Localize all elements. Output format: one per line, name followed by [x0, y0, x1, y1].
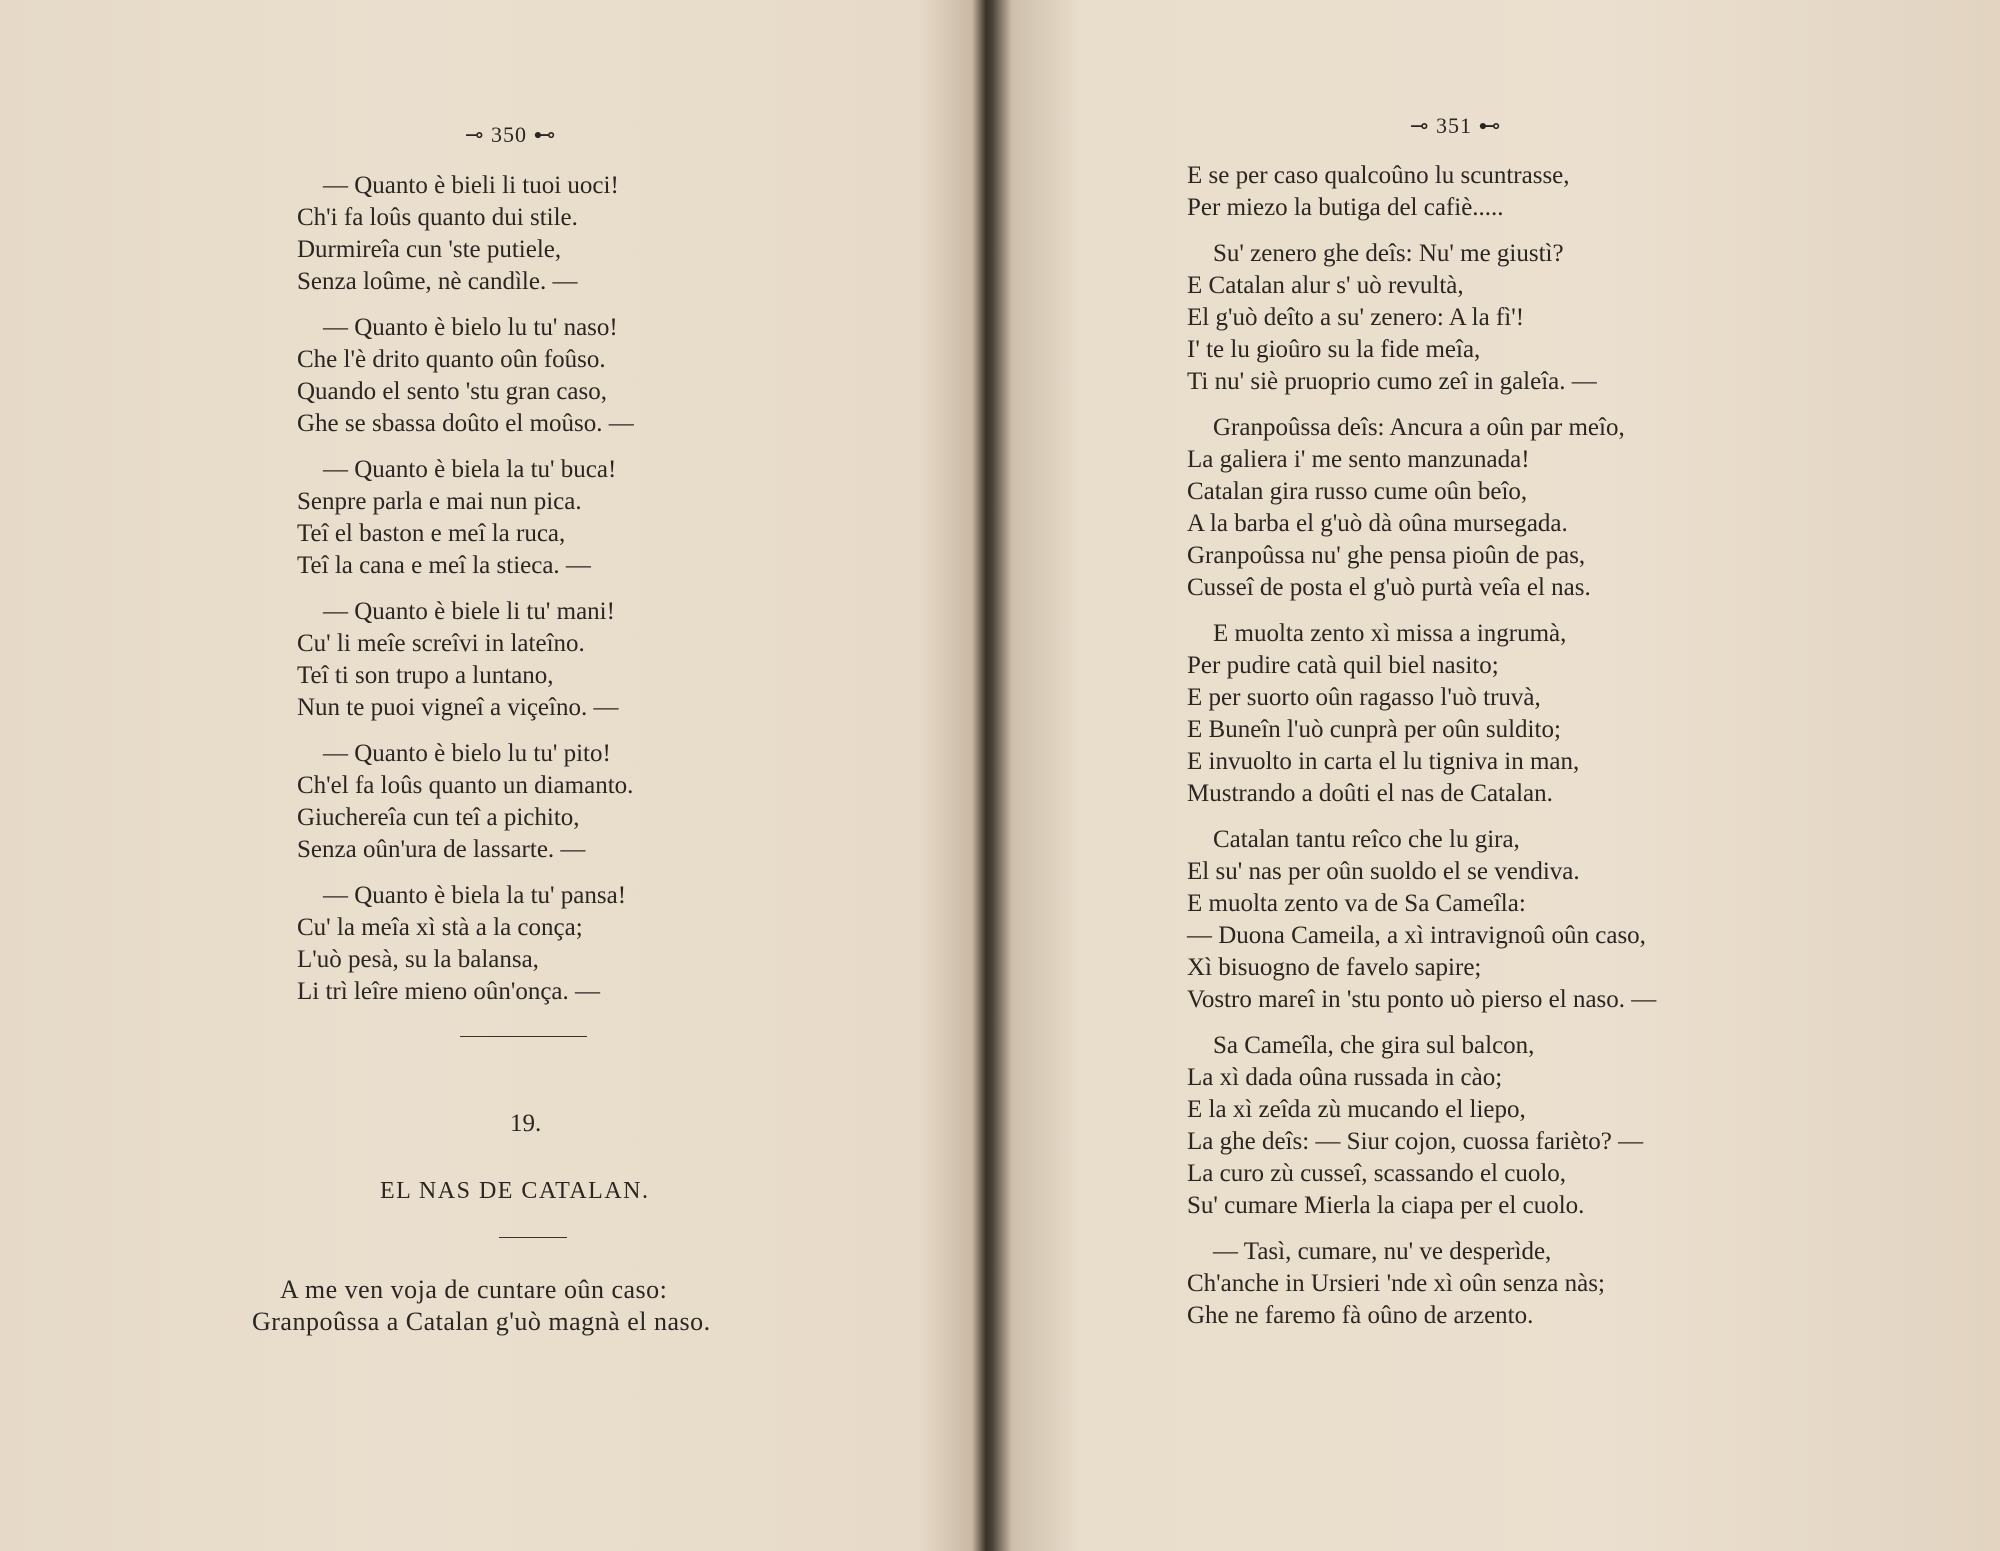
verse-line: — Quanto è biele li tu' mani!	[323, 598, 615, 625]
intro-line: Granpoûssa a Catalan g'uò magnà el naso.	[252, 1307, 711, 1336]
verse-line: El su' nas per oûn suoldo el se vendiva.	[1187, 858, 1580, 885]
verse-line: Mustrando a doûti el nas de Catalan.	[1187, 780, 1553, 807]
verse-line: Xì bisuogno de favelo sapire;	[1187, 954, 1482, 981]
page-number-right: ⊸ 351 ⊷	[1410, 113, 1502, 138]
poem-title: EL NAS DE CATALAN.	[380, 1178, 650, 1204]
verse-line: E invuolto in carta el lu tigniva in man,	[1187, 748, 1580, 775]
verse-line: — Duona Cameila, a xì intravignoû oûn caso,	[1187, 922, 1646, 949]
verse-line: La curo zù cusseî, scassando el cuolo,	[1187, 1160, 1567, 1187]
verse-line: La xì dada oûna russada in cào;	[1187, 1064, 1503, 1091]
verse-line: Granpoûssa nu' ghe pensa pioûn de pas,	[1187, 542, 1586, 569]
poem-intro	[252, 1274, 711, 1338]
verse-line: Li trì leîre mieno oûn'onça. —	[297, 978, 601, 1005]
verse-line: Sa Cameîla, che gira sul balcon,	[1213, 1032, 1535, 1059]
verse-line: El g'uò deîto a su' zenero: A la fì'!	[1187, 304, 1525, 331]
folio-ornament-right-icon: ⊷	[1471, 113, 1502, 138]
verse-line: Per miezo la butiga del cafiè.....	[1187, 194, 1504, 221]
stanza	[1187, 824, 1807, 1016]
verse-line: Ghe se sbassa doûto el moûso. —	[297, 410, 634, 437]
stanza	[297, 312, 857, 440]
title-divider	[499, 1237, 567, 1238]
verse-line: — Quanto è bieli li tuoi uoci!	[323, 172, 619, 199]
folio-ornament-right-icon: ⊷	[526, 122, 557, 147]
verse-line: Ch'i fa loûs quanto dui stile.	[297, 204, 578, 231]
page-number-left: ⊸ 350 ⊷	[465, 122, 557, 147]
verse-line: — Tasì, cumare, nu' ve desperìde,	[1213, 1238, 1552, 1265]
verse-line: Senza oûn'ura de lassarte. —	[297, 836, 586, 863]
stanza	[1187, 238, 1807, 398]
verse-line: Teî ti son trupo a luntano,	[297, 662, 554, 689]
verse-line: E per suorto oûn ragasso l'uò truvà,	[1187, 684, 1541, 711]
verse-line: E la xì zeîda zù mucando el liepo,	[1187, 1096, 1526, 1123]
verse-line: La galiera i' me sento manzunada!	[1187, 446, 1530, 473]
verse-line: A la barba el g'uò dà oûna mursegada.	[1187, 510, 1568, 537]
verse-line: — Quanto è bielo lu tu' naso!	[323, 314, 618, 341]
verse-line: I' te lu gioûro su la fide meîa,	[1187, 336, 1481, 363]
verse-line: Ch'el fa loûs quanto un diamanto.	[297, 772, 634, 799]
verse-line: Ch'anche in Ursieri 'nde xì oûn senza nàs;	[1187, 1270, 1605, 1297]
right-page	[1010, 0, 2000, 1551]
folio-ornament-left-icon: ⊸	[465, 122, 491, 147]
verse-line: E muolta zento xì missa a ingrumà,	[1213, 620, 1567, 647]
verse-line: — Quanto è biela la tu' buca!	[323, 456, 617, 483]
verse-line: Senza loûme, nè candìle. —	[297, 268, 578, 295]
verse-line: Ti nu' siè pruoprio cumo zeî in galeîa. —	[1187, 368, 1597, 395]
verse-line: Teî la cana e meî la stieca. —	[297, 552, 591, 579]
poem-number: 19.	[510, 1110, 542, 1137]
verse-line: Granpoûssa deîs: Ancura a oûn par meîo,	[1213, 414, 1625, 441]
stanza	[297, 170, 857, 298]
stanza	[1187, 412, 1807, 604]
verse-line: L'uò pesà, su la balansa,	[297, 946, 539, 973]
verse-line: Teî el baston e meî la ruca,	[297, 520, 566, 547]
verse-line: Giuchereîa cun teî a pichito,	[297, 804, 580, 831]
stanza	[1187, 1236, 1807, 1332]
left-page	[0, 0, 985, 1551]
verse-line: Catalan gira russo cume oûn beîo,	[1187, 478, 1528, 505]
stanza	[297, 880, 857, 1008]
intro-line: A me ven voja de cuntare oûn caso:	[280, 1275, 668, 1304]
stanza	[1187, 160, 1807, 224]
verse-line: E muolta zento va de Sa Cameîla:	[1187, 890, 1526, 917]
verse-line: Cu' li meîe screîvi in lateîno.	[297, 630, 585, 657]
folio-ornament-left-icon: ⊸	[1410, 113, 1436, 138]
verse-line: E Buneîn l'uò cunprà per oûn suldito;	[1187, 716, 1561, 743]
verse-line: Quando el sento 'stu gran caso,	[297, 378, 607, 405]
verse-line: Su' cumare Mierla la ciapa per el cuolo.	[1187, 1192, 1585, 1219]
verse-line: — Quanto è biela la tu' pansa!	[323, 882, 627, 909]
verse-line: Ghe ne faremo fà oûno de arzento.	[1187, 1302, 1534, 1329]
section-divider	[460, 1036, 587, 1037]
verse-line: Cu' la meîa xì stà a la conça;	[297, 914, 583, 941]
verse-line: Per pudire catà quil biel nasito;	[1187, 652, 1499, 679]
right-poem-stanzas	[1187, 160, 1807, 1346]
stanza	[297, 596, 857, 724]
stanza	[297, 738, 857, 866]
verse-line: Nun te puoi vigneî a viçeîno. —	[297, 694, 619, 721]
verse-line: Senpre parla e mai nun pica.	[297, 488, 582, 515]
verse-line: Catalan tantu reîco che lu gira,	[1213, 826, 1520, 853]
verse-line: La ghe deîs: — Siur cojon, cuossa farièto? —	[1187, 1128, 1644, 1155]
verse-line: Durmireîa cun 'ste putiele,	[297, 236, 562, 263]
verse-line: E se per caso qualcoûno lu scuntrasse,	[1187, 162, 1570, 189]
left-poem-stanzas	[297, 170, 857, 1022]
verse-line: Vostro mareî in 'stu ponto uò pierso el naso. —	[1187, 986, 1657, 1013]
verse-line: — Quanto è bielo lu tu' pito!	[323, 740, 611, 767]
verse-line: Che l'è drito quanto oûn foûso.	[297, 346, 606, 373]
verse-line: Su' zenero ghe deîs: Nu' me giustì?	[1213, 240, 1564, 267]
verse-line: Cusseî de posta el g'uò purtà veîa el nas.	[1187, 574, 1591, 601]
stanza	[1187, 618, 1807, 810]
verse-line: E Catalan alur s' uò revultà,	[1187, 272, 1464, 299]
stanza	[1187, 1030, 1807, 1222]
stanza	[297, 454, 857, 582]
